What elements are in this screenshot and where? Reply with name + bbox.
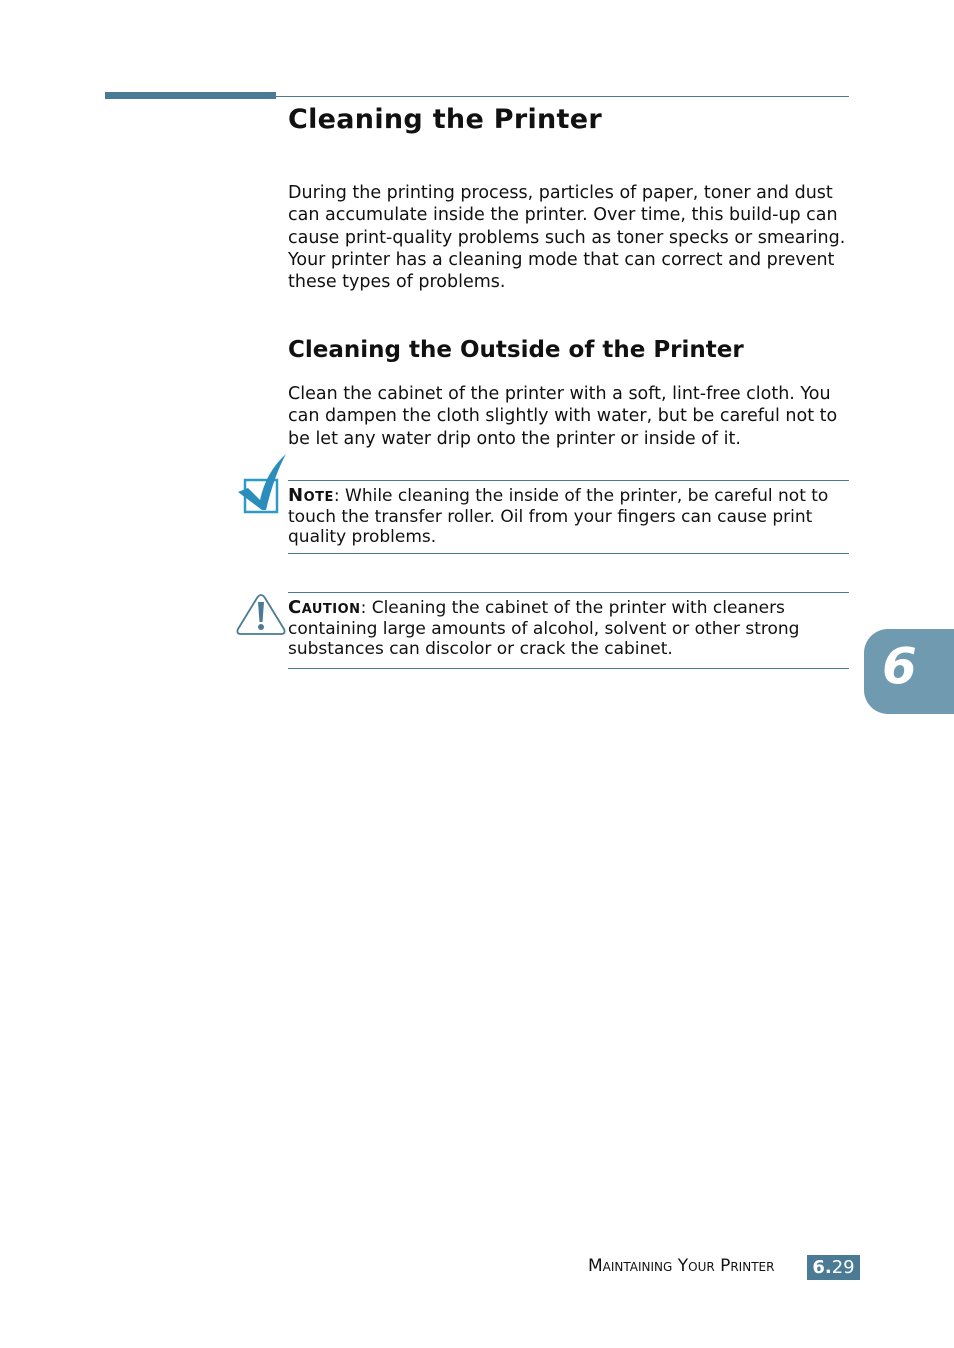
intro-paragraph bbox=[288, 182, 845, 293]
text-line: cause print-quality problems such as toner specks or smearing. bbox=[288, 227, 846, 248]
note-text: touch the transfer roller. Oil from your fingers can cause print bbox=[288, 506, 813, 527]
note-label: Note bbox=[288, 485, 334, 506]
header-bar bbox=[105, 92, 276, 99]
outside-paragraph bbox=[288, 383, 837, 450]
caution-box bbox=[288, 592, 849, 669]
header-rule bbox=[276, 96, 849, 97]
warning-icon bbox=[235, 593, 287, 637]
chapter-number: 6 bbox=[882, 637, 917, 695]
note-text: : While cleaning the inside of the printer, be careful not to bbox=[333, 486, 829, 506]
footer-section: Maintaining Your Printer bbox=[588, 1256, 775, 1276]
text-line: can dampen the cloth slightly with water, but be careful not to bbox=[288, 406, 838, 427]
caution-text: : Cleaning the cabinet of the printer with cleaners bbox=[360, 598, 785, 618]
chapter-tab bbox=[864, 629, 954, 714]
text-line: During the printing process, particles of paper, toner and dust bbox=[288, 183, 833, 203]
text-line: Clean the cabinet of the printer with a soft, lint-free cloth. You bbox=[288, 384, 831, 404]
note-text: quality problems. bbox=[288, 527, 437, 548]
checkmark-note-icon bbox=[236, 452, 288, 516]
text-line: Your printer has a cleaning mode that can correct and prevent bbox=[288, 249, 835, 270]
caution-text: containing large amounts of alcohol, solvent or other strong bbox=[288, 618, 800, 639]
page-number bbox=[807, 1255, 860, 1280]
chapter-prefix: 6. bbox=[812, 1257, 832, 1278]
page-title: Cleaning the Printer bbox=[288, 104, 602, 135]
caution-text: substances can discolor or crack the cabinet. bbox=[288, 639, 673, 660]
text-line: these types of problems. bbox=[288, 272, 506, 293]
note-box bbox=[288, 480, 849, 554]
page-value: 29 bbox=[831, 1257, 855, 1278]
text-line: can accumulate inside the printer. Over time, this build-up can bbox=[288, 205, 838, 226]
caution-label: Caution bbox=[288, 597, 361, 618]
text-line: be let any water drip onto the printer or inside of it. bbox=[288, 428, 741, 449]
section-heading: Cleaning the Outside of the Printer bbox=[288, 337, 744, 363]
